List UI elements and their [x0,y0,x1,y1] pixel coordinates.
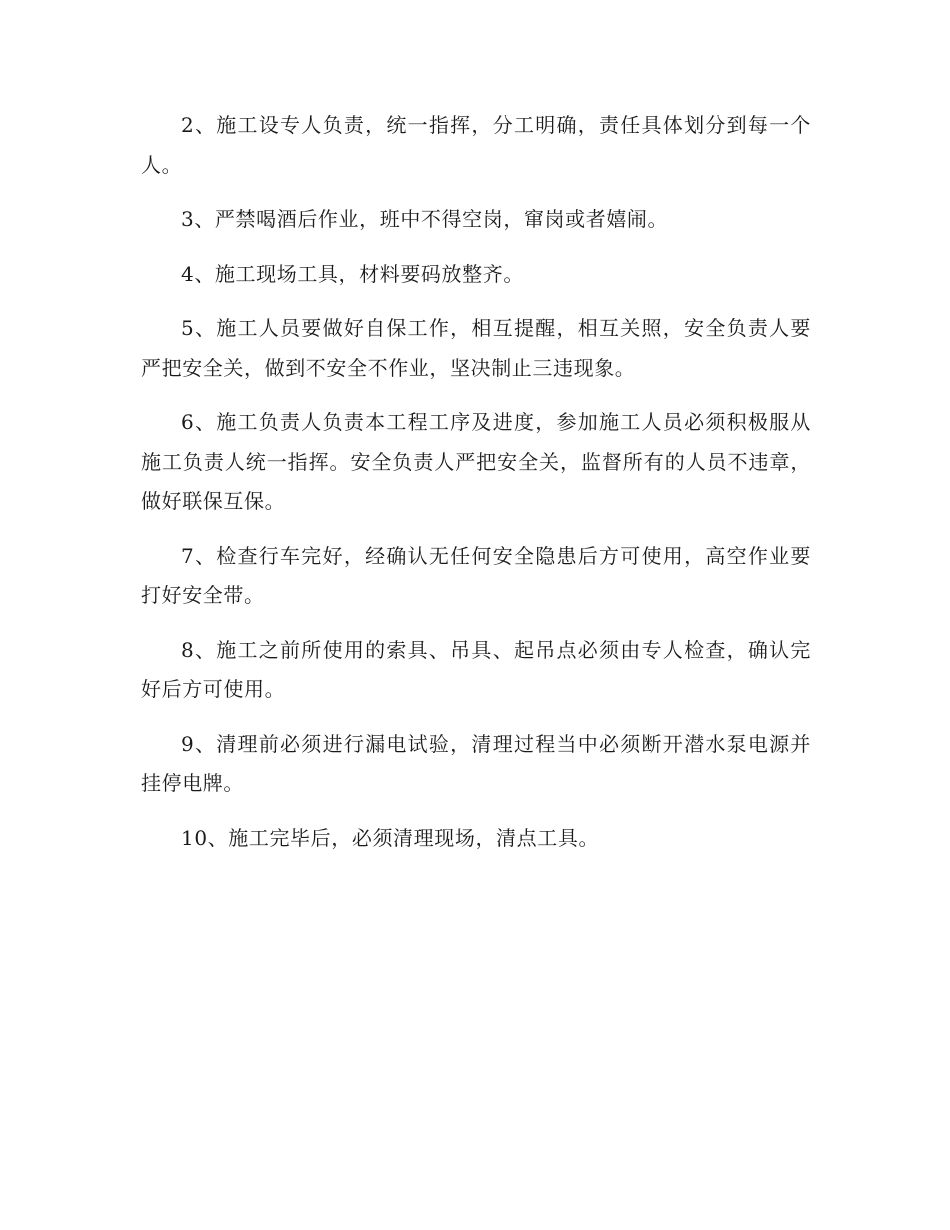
paragraph-item-3: 3、严禁喝酒后作业，班中不得空岗，窜岗或者嬉闹。 [181,207,669,231]
paragraph-item-7: 7、检查行车完好，经确认无任何安全隐患后方可使用，高空作业要打好安全带。 [141,543,811,607]
paragraph-item-2: 2、施工设专人负责，统一指挥，分工明确，责任具体划分到每一个人。 [141,113,811,177]
paragraph-item-8: 8、施工之前所使用的索具、吊具、起吊点必须由专人检查，确认完好后方可使用。 [141,637,811,701]
paragraph-item-6: 6、施工负责人负责本工程工序及进度，参加施工人员必须积极服从施工负责人统一指挥。安全负责人严把安全关，监督所有的人员不违章，做好联保互保。 [141,410,811,513]
paragraph-item-9: 9、清理前必须进行漏电试验，清理过程当中必须断开潜水泵电源并挂停电牌。 [141,731,811,795]
paragraph-item-4: 4、施工现场工具，材料要码放整齐。 [181,261,524,286]
document-body [141,106,811,873]
paragraph-item-5: 5、施工人员要做好自保工作，相互提醒，相互关照，安全负责人要严把安全关，做到不安全不作业，坚决制止三违现象。 [141,316,811,380]
paragraph-item-10: 10、施工完毕后，必须清理现场，清点工具。 [181,825,600,850]
